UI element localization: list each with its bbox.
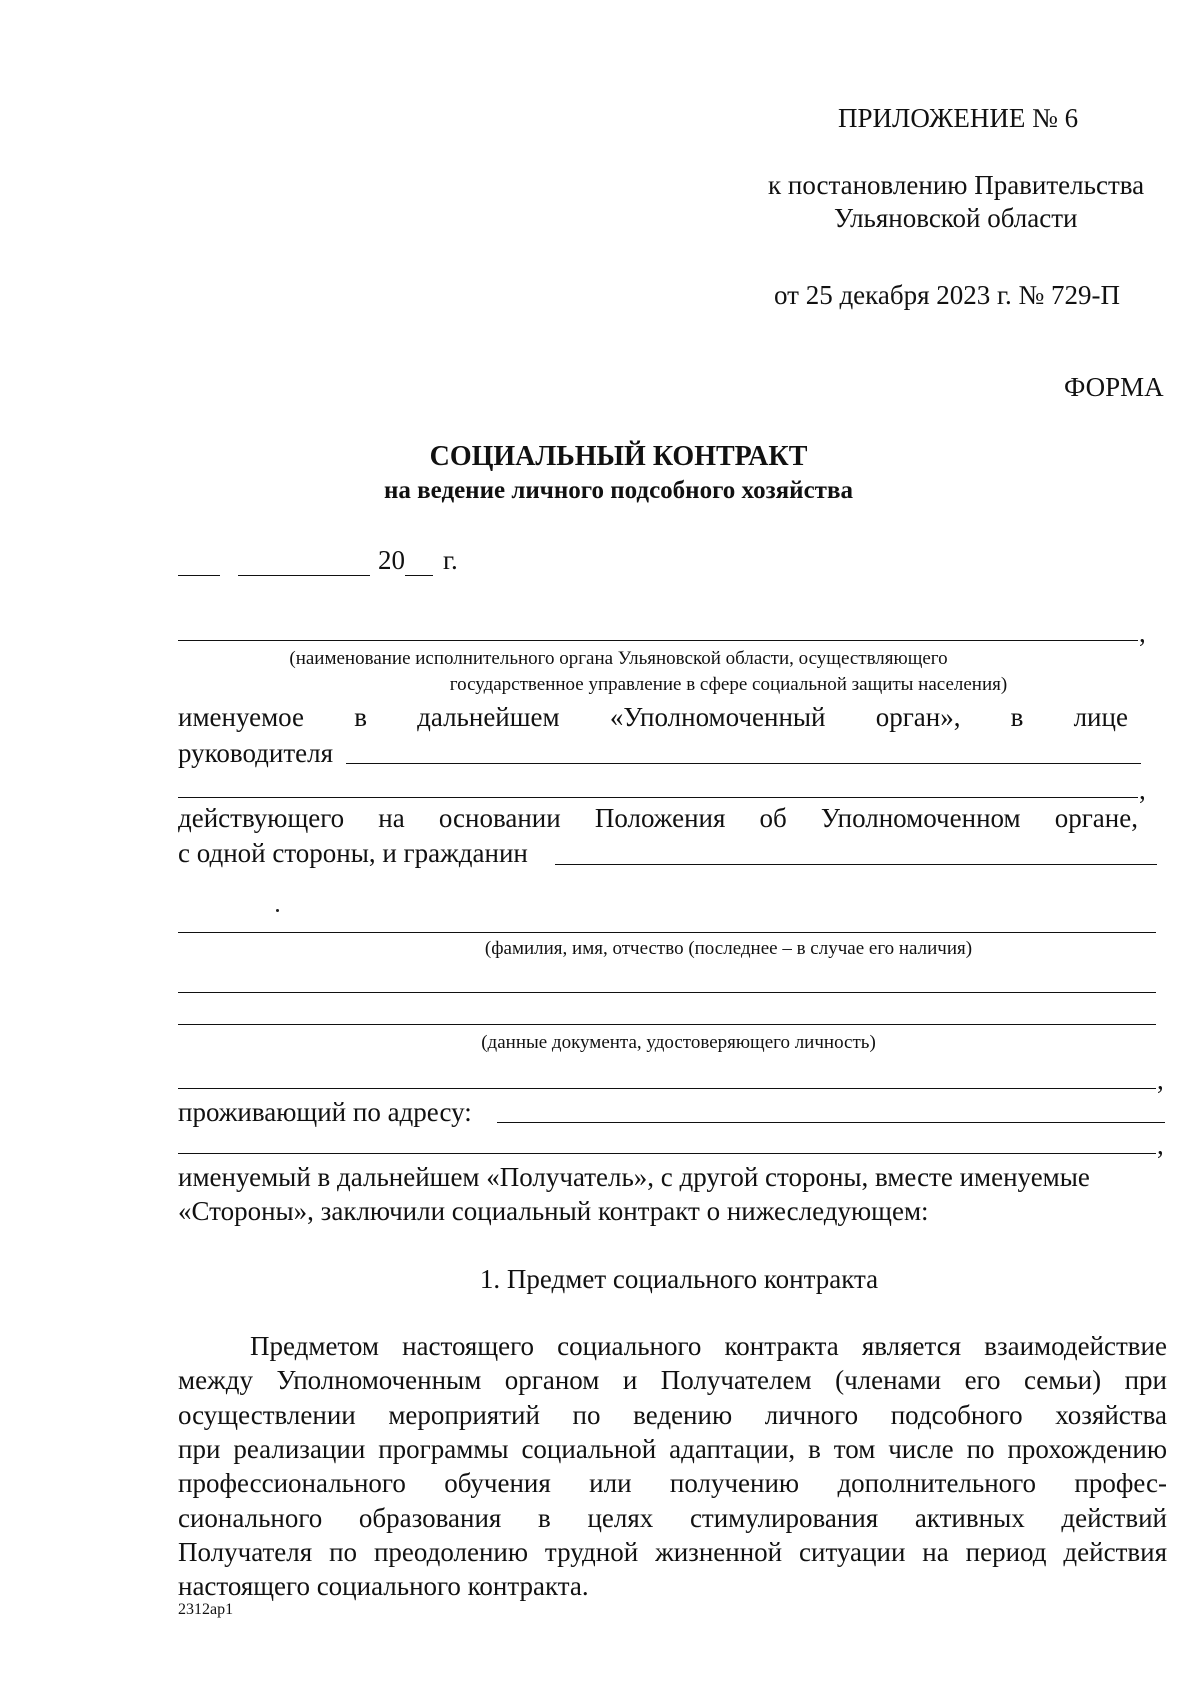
recipient-text: именуемый в дальнейшем «Получатель», с другой стороны, вместе именуемые [178, 1162, 1090, 1192]
document-subtitle: на ведение личного подсобного хозяйства [384, 477, 853, 504]
word: Уполномоченным [276, 1365, 482, 1396]
word: или [589, 1468, 632, 1499]
word: целях [587, 1502, 654, 1533]
word: Предметом [250, 1331, 379, 1361]
decree-region: Ульяновской области [834, 203, 1078, 233]
word: настоящего [402, 1331, 535, 1361]
day-blank[interactable] [178, 575, 220, 576]
paragraph-line [178, 1365, 1167, 1396]
word: по [572, 1399, 601, 1430]
word: в [354, 702, 367, 732]
word: действующего [178, 803, 345, 833]
word: активных [914, 1502, 1025, 1533]
word: при [1124, 1365, 1167, 1396]
paragraph-line [178, 1468, 1167, 1499]
word: подсобного [890, 1399, 1023, 1430]
paragraph-line [178, 1571, 589, 1602]
footer-code: 2312ap1 [178, 1601, 234, 1618]
word: в [538, 1502, 551, 1533]
acting-basis-line [178, 803, 1138, 834]
word: осуществлении [178, 1399, 356, 1430]
word: сионального [178, 1502, 323, 1533]
word: ведению [633, 1399, 733, 1430]
form-label: ФОРМА [1064, 372, 1164, 402]
word: на [378, 803, 405, 833]
word: стимулирования [689, 1502, 879, 1533]
organ-caption-line1: (наименование исполнительного органа Ульяновской области, осуществляющего [289, 648, 948, 669]
section-heading: 1. Предмет социального контракта [479, 1264, 879, 1294]
word: Получателем [660, 1365, 812, 1396]
word: хозяйства [1055, 1399, 1167, 1430]
word: является [861, 1331, 962, 1361]
citizen-fio-blank[interactable] [178, 932, 1156, 933]
word: профессионального [178, 1468, 406, 1499]
paragraph-line [178, 1503, 1167, 1534]
word: действий [1061, 1502, 1167, 1533]
paragraph-line [250, 1331, 1167, 1362]
word: получению [669, 1468, 800, 1499]
doc-caption: (данные документа, удостоверяющего личность) [481, 1032, 876, 1053]
decree-reference: к постановлению Правительства [768, 170, 1145, 200]
recipient-named-line2: «Стороны», заключили социальный контракт о нижеследующем: [178, 1196, 929, 1226]
word: дальнейшем [417, 702, 560, 732]
word: в [1010, 702, 1024, 732]
paragraph-line [178, 1537, 1167, 1568]
address-label: проживающий по адресу: [178, 1097, 472, 1127]
recipient-named-line1 [178, 1162, 1170, 1193]
word: обучения [444, 1468, 551, 1499]
organ-caption-line2: государственное управление в сфере социальной защиты населения) [449, 674, 1008, 695]
word: Получателя по преодолению трудной жизненной ситуации на период действия [178, 1536, 1167, 1567]
word: об [759, 803, 787, 833]
word: Уполномоченном [820, 803, 1021, 833]
comma: , [1157, 1065, 1164, 1095]
organ-named-line [178, 702, 1128, 733]
word: между [178, 1365, 253, 1396]
comma: , [1139, 618, 1146, 648]
head-name-blank-2[interactable] [178, 797, 1138, 798]
word: «Уполномоченный [609, 702, 826, 732]
year-blank[interactable] [405, 575, 433, 576]
word: и [622, 1365, 638, 1396]
word: Положения [594, 803, 726, 833]
word: личного [764, 1399, 859, 1430]
citizen-doc-blank-3[interactable] [178, 1088, 1156, 1089]
word: (членами [835, 1365, 942, 1396]
word: дополнительного [837, 1468, 1037, 1499]
word: органом [504, 1365, 600, 1396]
document-title: СОЦИАЛЬНЫЙ КОНТРАКТ [429, 441, 808, 472]
appendix-number: ПРИЛОЖЕНИЕ № 6 [838, 103, 1079, 133]
year-suffix: г. [443, 545, 458, 575]
citizen-doc-blank-1[interactable] [178, 992, 1156, 993]
citizen-blank[interactable] [555, 864, 1157, 865]
one-side-text: с одной стороны, и гражданин [178, 838, 528, 868]
word: социального [557, 1331, 702, 1361]
word: его [964, 1365, 1001, 1396]
word: профес- [1074, 1468, 1167, 1499]
organ-name-blank[interactable] [178, 640, 1138, 641]
paragraph-line [178, 1434, 1167, 1465]
word: при реализации программы социальной адаптации, в том числе по прохождению [178, 1433, 1167, 1464]
address-blank-2[interactable] [178, 1153, 1156, 1154]
paragraph-line [178, 1400, 1167, 1431]
word: мероприятий [388, 1399, 540, 1430]
word: органе, [1054, 803, 1138, 833]
decree-date: от 25 декабря 2023 г. № 729-П [774, 280, 1121, 310]
word: лице [1073, 702, 1128, 732]
comma: , [1139, 775, 1146, 805]
word: именуемое [178, 702, 304, 732]
word: семьи) [1023, 1365, 1102, 1396]
word: взаимодействие [984, 1331, 1167, 1361]
comma: , [1157, 1130, 1164, 1160]
word: орган», [875, 702, 961, 732]
citizen-doc-blank-2[interactable] [178, 1024, 1156, 1025]
speck [276, 909, 279, 912]
head-label: руководителя [178, 738, 334, 768]
fio-caption: (фамилия, имя, отчество (последнее – в случае его наличия) [484, 938, 973, 959]
word: контракта [724, 1331, 839, 1361]
word: настоящего социального контракта. [178, 1571, 589, 1602]
word: основании [438, 803, 561, 833]
month-blank[interactable] [238, 575, 370, 576]
address-blank-1[interactable] [497, 1122, 1165, 1123]
head-name-blank[interactable] [346, 763, 1141, 764]
year-prefix: 20 [378, 545, 405, 575]
word: образования [358, 1502, 502, 1533]
